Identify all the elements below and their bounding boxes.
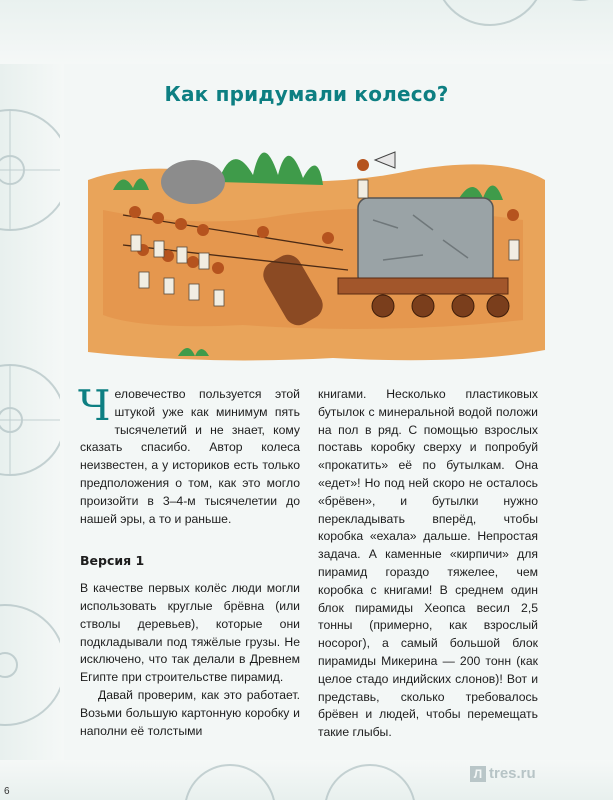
right-column-text: книгами. Несколько пластиковых бутылок с минеральной водой положи на пол в ряд. С помощью взрослых поставь коробку сверху и попробуй «прокатить» её по бутылкам. Она «едет»! Но под ней скоро не осталось «брёвен», и бутылки нужно перекладывать вперёд, чтобы коробка «ехала» дальше. Непростая задача. А каменные «кирпичи» для пирамид гораздо тяжелее, чем коробка с книгами! В среднем один блок пирамиды Хеопса весил 2,5 тонны (примерно, как взрослый носорог), а самый большой блок пирамиды Микерина — 200 тонн (как целое стадо индийских слонов)! Вот и представь, сколько требовалось брёвен и людей, чтобы перемещать такие глыбы. <box>318 387 538 740</box>
watermark-text: tres.ru <box>489 765 536 782</box>
page-number: 6 <box>4 786 10 797</box>
watermark-logo: Л <box>470 766 486 782</box>
page-title: Как придумали колесо? <box>164 82 449 106</box>
wheel-sketch-icon <box>0 90 60 250</box>
left-text-column <box>78 381 300 740</box>
egyptians-moving-stone-illustration <box>83 120 550 365</box>
watermark <box>470 765 610 785</box>
intro-text: еловечество пользуется этой штукой уже как минимум пять тысячелетий и не знает, кому сказать спасибо. Автор колеса неизвестен, а у историков есть только предположения о том, как это могло произойти в 3–4-м тысячелетии до нашей эры, а то и раньше. <box>80 387 300 526</box>
wheel-sketch-icon <box>0 330 60 510</box>
version-1-paragraph-2: Давай проверим, как это работает. Возьми большую картонную коробку и наполни её толстыми <box>80 687 300 738</box>
section-heading-version-1: Версия 1 <box>80 553 145 569</box>
wheel-sketch-icon <box>380 0 600 40</box>
wheel-sketch-icon <box>0 580 60 750</box>
wheel-sketch-icon <box>170 750 430 800</box>
drop-cap: Ч <box>78 381 111 430</box>
intro-paragraph <box>78 381 300 528</box>
right-text-column <box>318 386 538 742</box>
version-1-paragraph: В качестве первых колёс люди могли использовать круглые брёвна (или стволы деревьев), которые они подкладывали под тяжёлые грузы. Не исключено, что так делали в Древнем Египте при строительстве пирамид. <box>80 581 300 685</box>
